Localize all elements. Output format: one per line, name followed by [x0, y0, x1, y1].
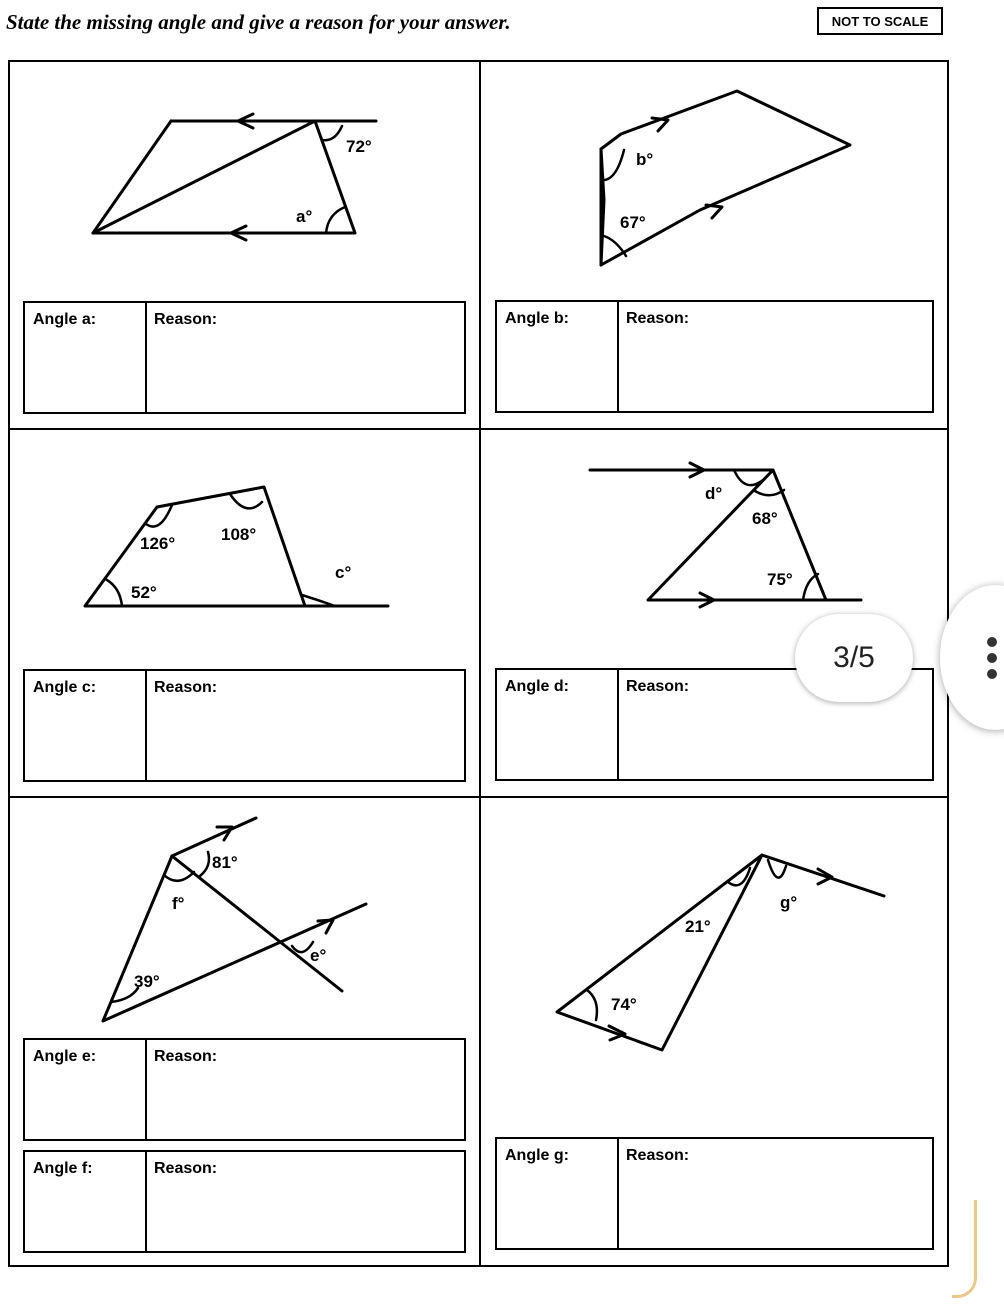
figure-b	[601, 91, 850, 265]
label-68: 68°	[752, 509, 778, 528]
label-d: d°	[705, 484, 723, 503]
figure-ef	[103, 818, 366, 1021]
answer-box-a[interactable]	[23, 301, 466, 414]
reason-label: Reason:	[626, 1147, 690, 1164]
reason-label: Reason:	[154, 1048, 218, 1065]
label-72: 72°	[346, 137, 372, 156]
more-dot-icon	[987, 669, 997, 679]
label-21: 21°	[685, 917, 711, 936]
label-a: a°	[296, 207, 313, 226]
label-126: 126°	[140, 534, 176, 553]
answer-box-c[interactable]	[23, 669, 466, 782]
label-81: 81°	[212, 853, 238, 872]
label-39: 39°	[134, 972, 160, 991]
label-75: 75°	[767, 570, 793, 589]
reason-label: Reason:	[154, 679, 218, 696]
angle-label: Angle c:	[33, 679, 97, 696]
not-to-scale-badge: NOT TO SCALE	[817, 7, 943, 35]
figure-c	[85, 487, 388, 606]
label-f: f°	[172, 894, 185, 913]
reason-label: Reason:	[154, 1160, 218, 1177]
label-g: g°	[780, 893, 798, 912]
label-74: 74°	[611, 995, 637, 1014]
label-e: e°	[310, 946, 327, 965]
label-b: b°	[636, 150, 654, 169]
angle-label: Angle f:	[33, 1160, 93, 1177]
reason-label: Reason:	[626, 678, 690, 695]
more-dot-icon	[987, 637, 997, 647]
page-indicator: 3/5	[795, 614, 913, 702]
angle-label: Angle a:	[33, 311, 97, 328]
reason-label: Reason:	[154, 311, 218, 328]
angle-label: Angle d:	[505, 678, 569, 695]
label-67: 67°	[620, 213, 646, 232]
answer-box-e[interactable]	[23, 1038, 466, 1141]
figure-a	[93, 114, 376, 240]
label-52: 52°	[131, 583, 157, 602]
angle-label: Angle g:	[505, 1147, 569, 1164]
answer-box-b[interactable]	[495, 300, 934, 413]
reason-label: Reason:	[626, 310, 690, 327]
page-curl-edge	[952, 1200, 977, 1298]
page-title: State the missing angle and give a reason for your answer.	[6, 10, 511, 34]
angle-label: Angle e:	[33, 1048, 97, 1065]
answer-box-f[interactable]	[23, 1150, 466, 1253]
label-108: 108°	[221, 525, 257, 544]
answer-box-g[interactable]	[495, 1137, 934, 1250]
angle-label: Angle b:	[505, 310, 569, 327]
figure-d	[590, 463, 861, 607]
figure-g	[557, 855, 884, 1050]
label-c: c°	[335, 563, 352, 582]
more-dot-icon	[987, 653, 997, 663]
